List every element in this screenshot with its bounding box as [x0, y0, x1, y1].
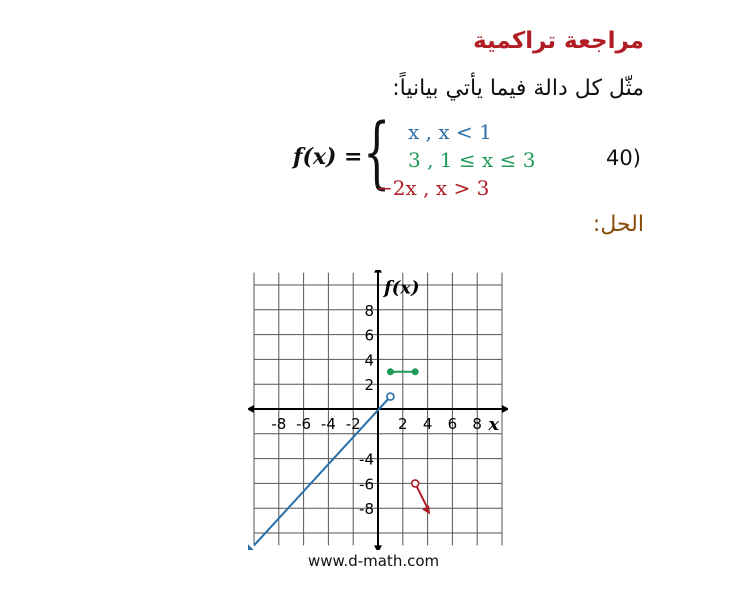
y-tick-label: 8 [364, 301, 374, 320]
problem-number: 40) [606, 146, 641, 170]
y-tick-label: 4 [364, 351, 374, 370]
watermark: www.d-math.com [308, 552, 440, 570]
section-heading: مراجعة تراكمية [473, 28, 644, 54]
y-arrow-down [374, 545, 382, 550]
x-arrow-right [502, 405, 508, 413]
segment-2-closed-end [412, 368, 419, 375]
case-2: 3 , 1 ≤ x ≤ 3 [408, 148, 536, 172]
piecewise-brace: { [363, 108, 391, 198]
y-tick-label: 6 [364, 326, 374, 345]
x-tick-label: 6 [447, 415, 458, 433]
y-tick-label: 2 [364, 376, 374, 395]
x-tick-label: -6 [296, 415, 312, 433]
x-tick-label: -4 [320, 415, 336, 433]
function-graph [248, 270, 508, 550]
x-tick-label: 2 [398, 415, 408, 433]
y-tick-label: -4 [359, 450, 374, 469]
y-tick-label: -8 [359, 500, 374, 519]
segment-1-open-point [387, 393, 394, 400]
segment-2-closed-start [387, 368, 394, 375]
y-arrow-up [374, 270, 382, 273]
x-arrow-left [248, 405, 254, 413]
x-tick-label: -8 [271, 415, 287, 433]
x-axis-label: x [488, 414, 500, 435]
function-lhs: f(x) = [293, 144, 363, 170]
x-tick-label: 8 [472, 415, 482, 433]
y-tick-label: -6 [359, 475, 374, 494]
instruction-text: مثّل كل دالة فيما يأتي بيانياً: [392, 76, 644, 101]
y-axis-label: f(x) [384, 277, 420, 299]
case-1: x , x < 1 [408, 120, 492, 144]
solution-label: الحل: [592, 212, 644, 237]
segment-3-open-point [412, 480, 419, 487]
x-tick-label: 4 [422, 415, 433, 433]
case-3: −2x , x > 3 [376, 176, 490, 200]
x-tick-label: -2 [345, 415, 361, 433]
